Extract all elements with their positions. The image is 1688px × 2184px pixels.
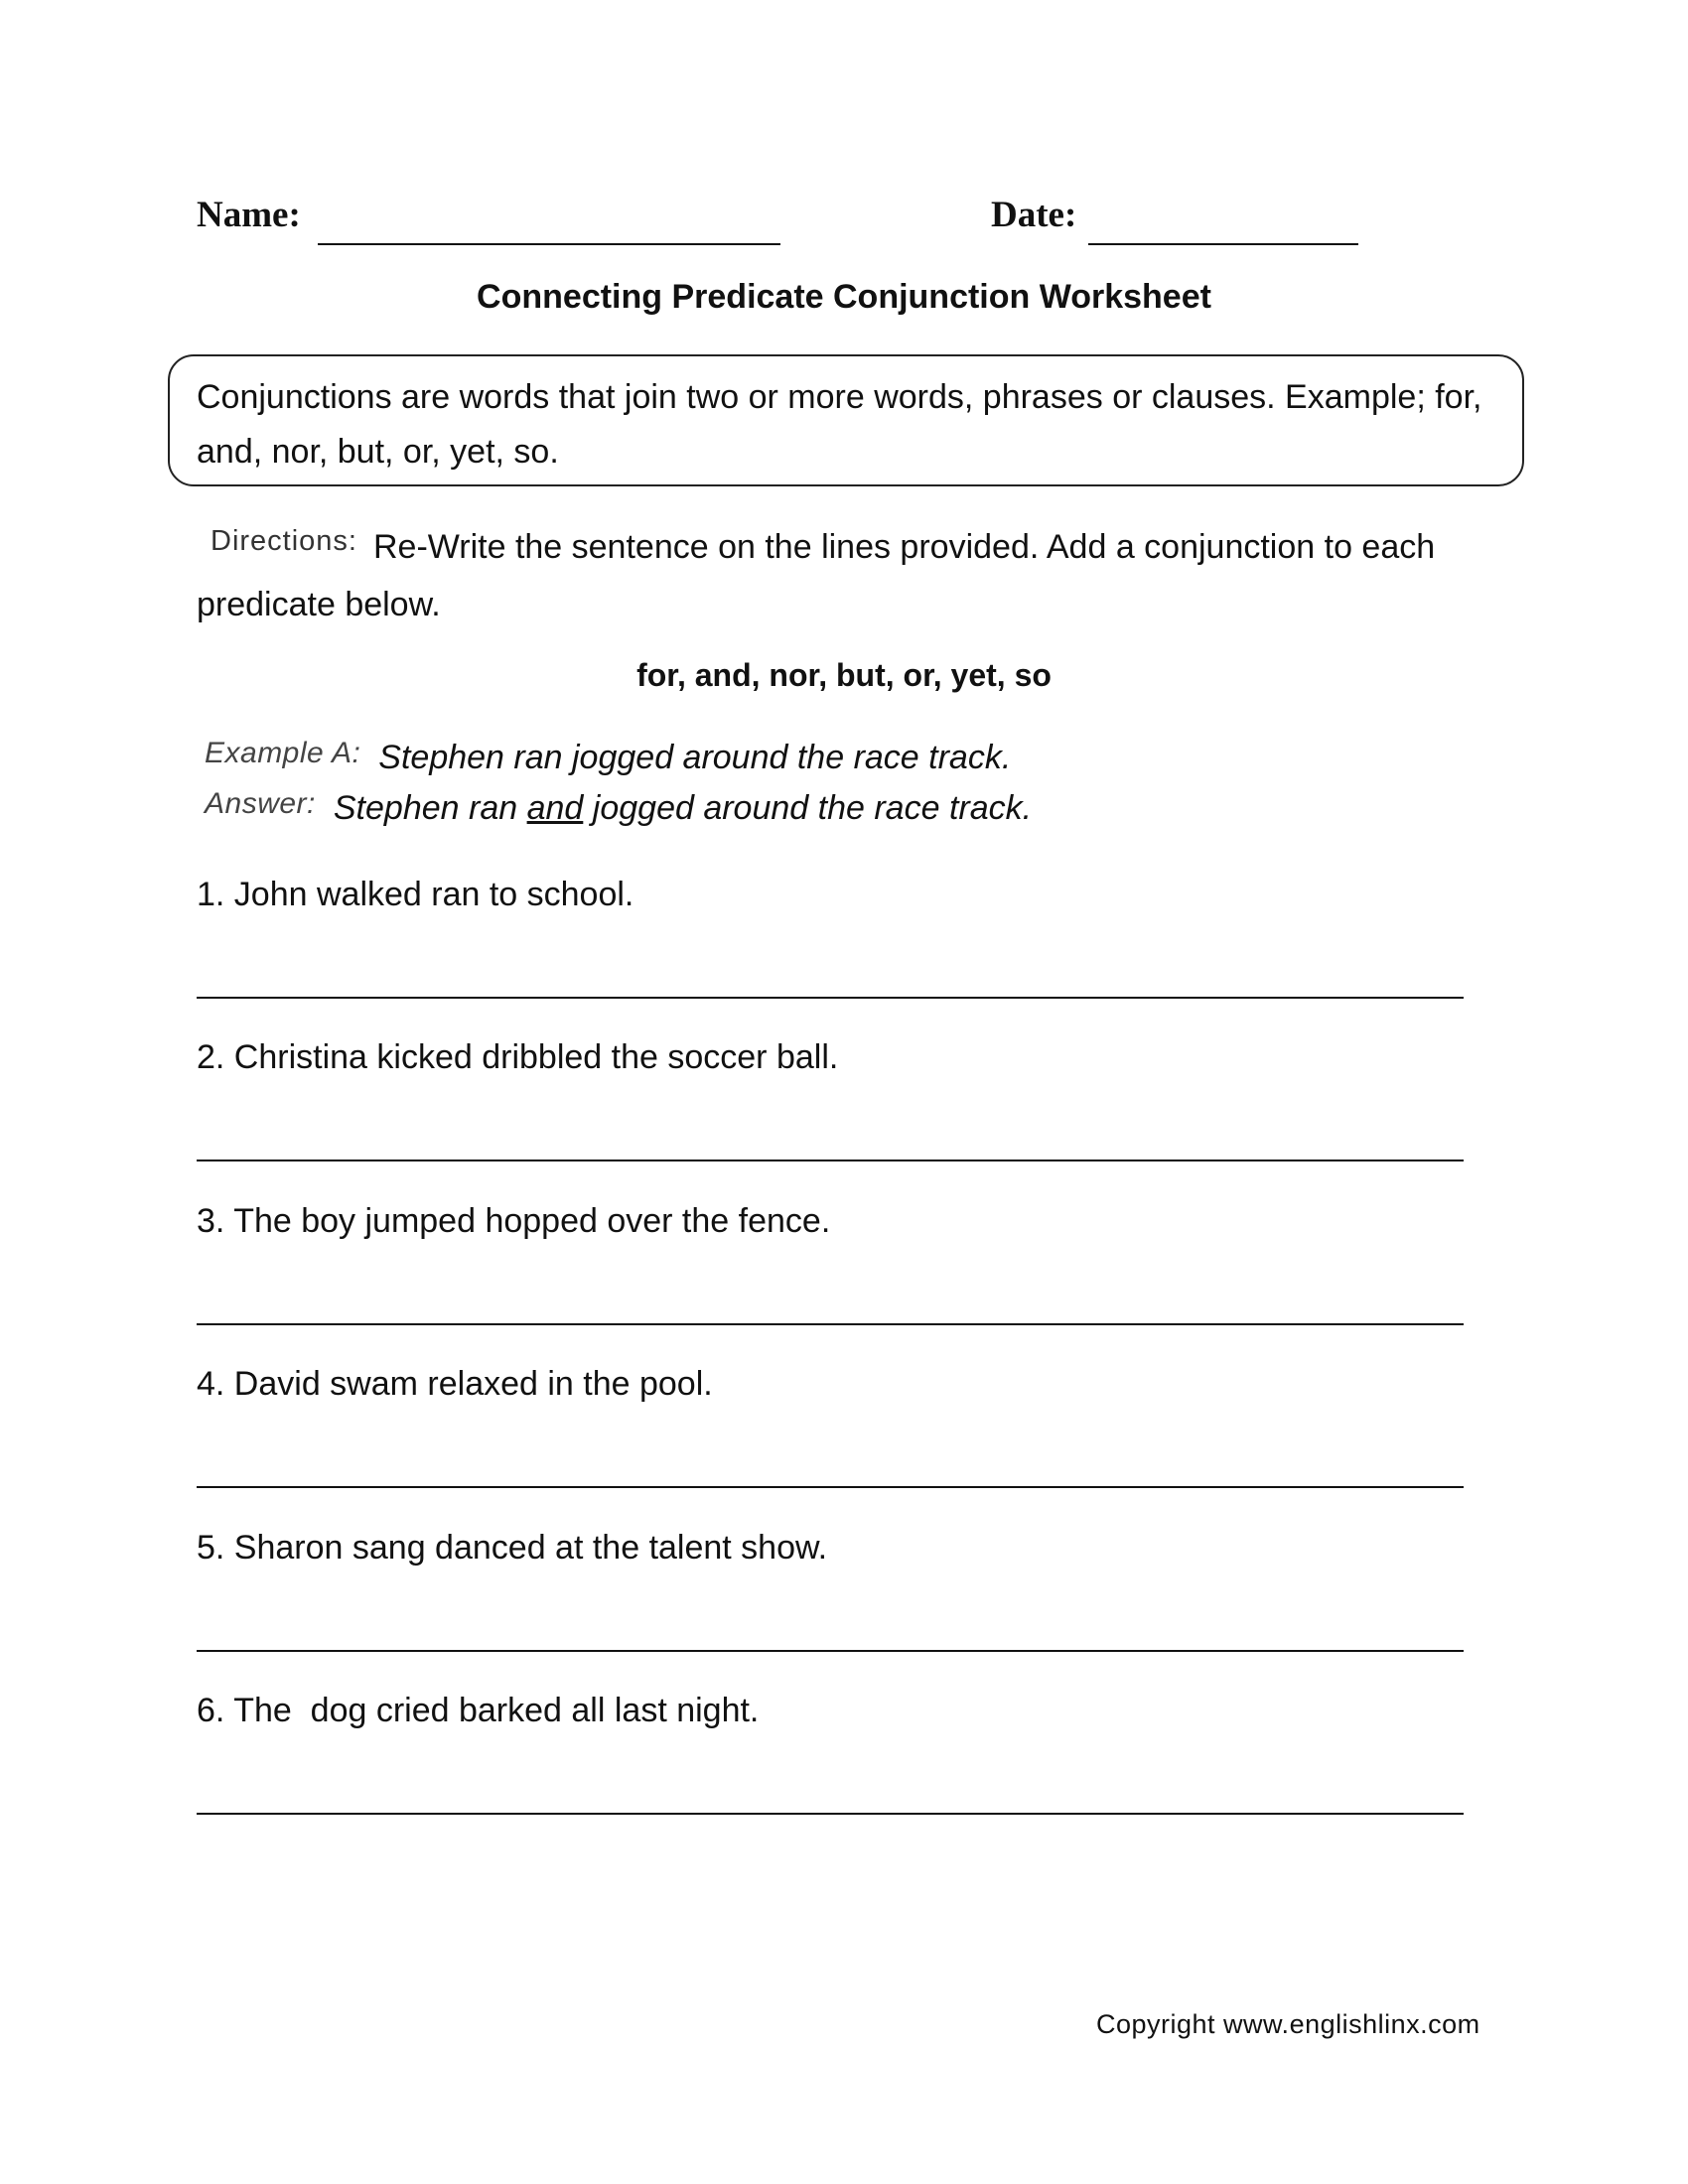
answer-row [205,789,1032,828]
worksheet-title: Connecting Predicate Conjunction Worksheet [477,278,1211,316]
copyright: Copyright www.englishlinx.com [1096,2009,1480,2039]
question-4: 4. David swam relaxed in the pool. [197,1365,713,1403]
directions-text: Re-Write the sentence on the lines provided. Add a conjunction to each predicate below. [197,528,1436,623]
date-field[interactable] [1088,243,1358,245]
question-3: 3. The boy jumped hopped over the fence. [197,1202,831,1240]
answer-after: jogged around the race track. [592,789,1033,827]
name-date-header [197,194,1388,253]
example-label: Example A: [205,737,361,769]
question-1: 1. John walked ran to school. [197,876,634,913]
answer-line-2[interactable] [197,1160,1464,1161]
intro-text: Conjunctions are words that join two or more words, phrases or clauses. Example; for, and, nor, but, or, yet, so. [197,378,1482,471]
question-5: 5. Sharon sang danced at the talent show. [197,1529,828,1567]
directions-label: Directions: [211,525,357,557]
conjunction-list: for, and, nor, but, or, yet, so [636,657,1052,693]
answer-before: Stephen ran [333,789,518,827]
answer-line-4[interactable] [197,1486,1464,1488]
name-label: Name: [197,195,301,235]
example-sentence: Stephen ran jogged around the race track. [378,739,1012,776]
answer-line-3[interactable] [197,1323,1464,1325]
question-2: 2. Christina kicked dribbled the soccer ball. [197,1038,839,1076]
answer-label: Answer: [205,787,316,820]
answer-line-6[interactable] [197,1813,1464,1815]
name-field[interactable] [318,243,780,245]
example-row [205,739,1011,777]
question-6: 6. The dog cried barked all last night. [197,1692,760,1729]
date-label: Date: [991,195,1077,235]
directions [197,519,1507,632]
answer-line-1[interactable] [197,997,1464,999]
answer-line-5[interactable] [197,1650,1464,1652]
answer-conjunction: and [526,789,584,827]
